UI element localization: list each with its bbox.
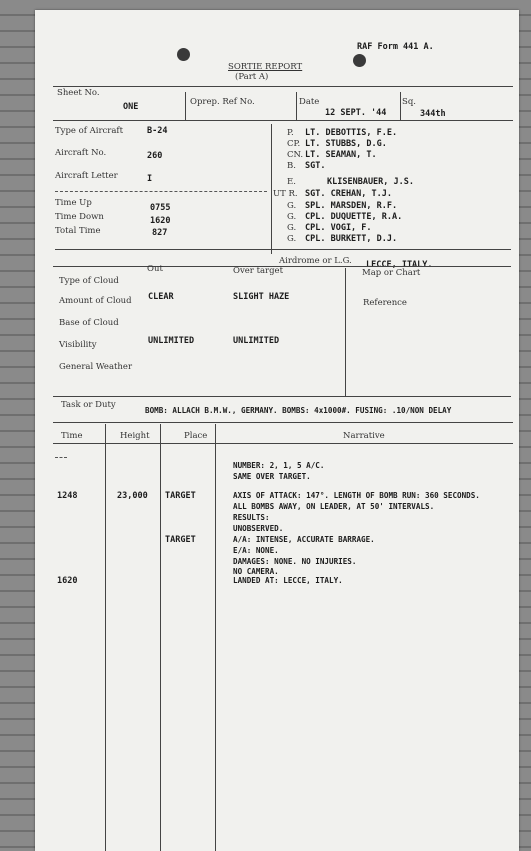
divider [53, 422, 513, 423]
crew-role: G. [287, 223, 297, 233]
map-label: Map or Chart [362, 268, 421, 278]
task-value: BOMB: ALLACH B.M.W., GERMANY. BOMBS: 4x1000#. FUSING: .10/NON DELAY [145, 406, 452, 415]
crew-role: G. [287, 201, 297, 211]
divider [105, 424, 106, 851]
weather-label: Amount of Cloud [59, 296, 132, 306]
col-header-narrative: Narrative [343, 431, 385, 441]
crew-role: G. [287, 212, 297, 222]
divider [55, 191, 267, 192]
crew-role: CP. [287, 139, 301, 149]
crew-name: LT. DEBOTTIS, F.E. [305, 128, 398, 138]
narrative-text: DAMAGES: NONE. NO INJURIES. [233, 557, 357, 566]
aircraft-letter-label: Aircraft Letter [55, 171, 118, 181]
time-down-label: Time Down [55, 212, 104, 222]
crew-name: SGT. [305, 161, 326, 171]
narrative-text: SAME OVER TARGET. [233, 472, 311, 481]
weather-over-value: SLIGHT HAZE [233, 292, 290, 302]
time-down-value: 1620 [150, 216, 171, 226]
punch-hole-icon [353, 54, 366, 67]
crew-role: B. [287, 161, 296, 171]
divider [271, 124, 272, 254]
task-label: Task or Duty [61, 400, 116, 410]
date-label: Date [299, 97, 320, 107]
weather-over-value: UNLIMITED [233, 336, 280, 346]
aerodrome-label: Airdrome or L.G. [279, 256, 352, 266]
total-time-value: 827 [152, 228, 168, 238]
divider [53, 396, 511, 397]
narrative-text: E/A: NONE. [233, 546, 279, 555]
crew-role: E. [287, 177, 296, 187]
sq-label: Sq. [402, 97, 416, 107]
oprep-label: Oprep. Ref No. [190, 97, 255, 107]
narrative-text: NO CAMERA. [233, 567, 279, 576]
crew-name: LT. SEAMAN, T. [305, 150, 377, 160]
crew-name: SPL. MARSDEN, R.F. [305, 201, 398, 211]
divider [345, 268, 346, 396]
divider [215, 424, 216, 851]
form-id: RAF Form 441 A. [357, 42, 434, 52]
form-title: SORTIE REPORT [228, 62, 303, 72]
date-value: 12 SEPT. '44 [325, 108, 387, 118]
col-header-place: Place [184, 431, 208, 441]
sheet-value: ONE [123, 102, 139, 112]
narrative-text: UNOBSERVED. [233, 524, 284, 533]
total-time-label: Total Time [55, 226, 101, 236]
weather-out-value: CLEAR [148, 292, 174, 302]
divider [400, 92, 401, 120]
weather-over-label: Over target [233, 266, 283, 276]
divider [53, 86, 513, 87]
crew-name: SGT. CREHAN, T.J. [305, 189, 392, 199]
aerodrome-value: LECCE, ITALY. [366, 260, 433, 270]
divider [55, 457, 67, 458]
weather-out-value: UNLIMITED [148, 336, 195, 346]
narrative-time: 1620 [57, 576, 78, 586]
crew-name: KLISENBAUER, J.S. [327, 177, 414, 187]
weather-label: General Weather [59, 362, 133, 372]
crew-name: CPL. VOGI, F. [305, 223, 372, 233]
divider [296, 92, 297, 120]
divider [53, 120, 513, 121]
punch-hole-icon [177, 48, 190, 61]
narrative-text: AXIS OF ATTACK: 147°. LENGTH OF BOMB RUN: 360 SECONDS. [233, 491, 480, 500]
aircraft-type-label: Type of Aircraft [55, 126, 123, 136]
time-up-label: Time Up [55, 198, 92, 208]
aircraft-type-value: B-24 [147, 126, 168, 136]
narrative-place: TARGET [165, 535, 196, 545]
aircraft-letter-value: I [147, 174, 153, 184]
form-subtitle: (Part A) [235, 72, 269, 82]
reference-label: Reference [363, 298, 407, 308]
crew-name: CPL. BURKETT, D.J. [305, 234, 398, 244]
col-header-height: Height [120, 431, 150, 441]
sheet-label: Sheet No. [57, 88, 100, 98]
narrative-text: RESULTS: [233, 513, 270, 522]
crew-name: LT. STUBBS, D.G. [305, 139, 387, 149]
narrative-text: LANDED AT: LECCE, ITALY. [233, 576, 343, 585]
divider [185, 92, 186, 120]
narrative-height: 23,000 [117, 491, 148, 501]
col-header-time: Time [61, 431, 83, 441]
narrative-text: ALL BOMBS AWAY, ON LEADER, AT 50' INTERVALS. [233, 502, 435, 511]
crew-role: G. [287, 234, 297, 244]
crew-name: CPL. DUQUETTE, R.A. [305, 212, 403, 222]
sortie-report-sheet [35, 10, 519, 851]
narrative-place: TARGET [165, 491, 196, 501]
weather-label: Type of Cloud [59, 276, 119, 286]
aircraft-number-value: 260 [147, 151, 163, 161]
divider [160, 424, 161, 851]
time-up-value: 0755 [150, 203, 171, 213]
crew-role: P. [287, 128, 294, 138]
weather-out-label: Out [147, 264, 163, 274]
sq-value: 344th [420, 109, 446, 119]
narrative-time: 1248 [57, 491, 78, 501]
weather-label: Base of Cloud [59, 318, 119, 328]
weather-label: Visibility [59, 340, 97, 350]
crew-role: CN. [287, 150, 304, 160]
divider [55, 249, 511, 250]
narrative-text: NUMBER: 2, 1, 5 A/C. [233, 461, 325, 470]
divider [53, 443, 513, 444]
narrative-text: A/A: INTENSE, ACCURATE BARRAGE. [233, 535, 375, 544]
crew-role: UT R. [273, 189, 298, 199]
aircraft-number-label: Aircraft No. [55, 148, 107, 158]
